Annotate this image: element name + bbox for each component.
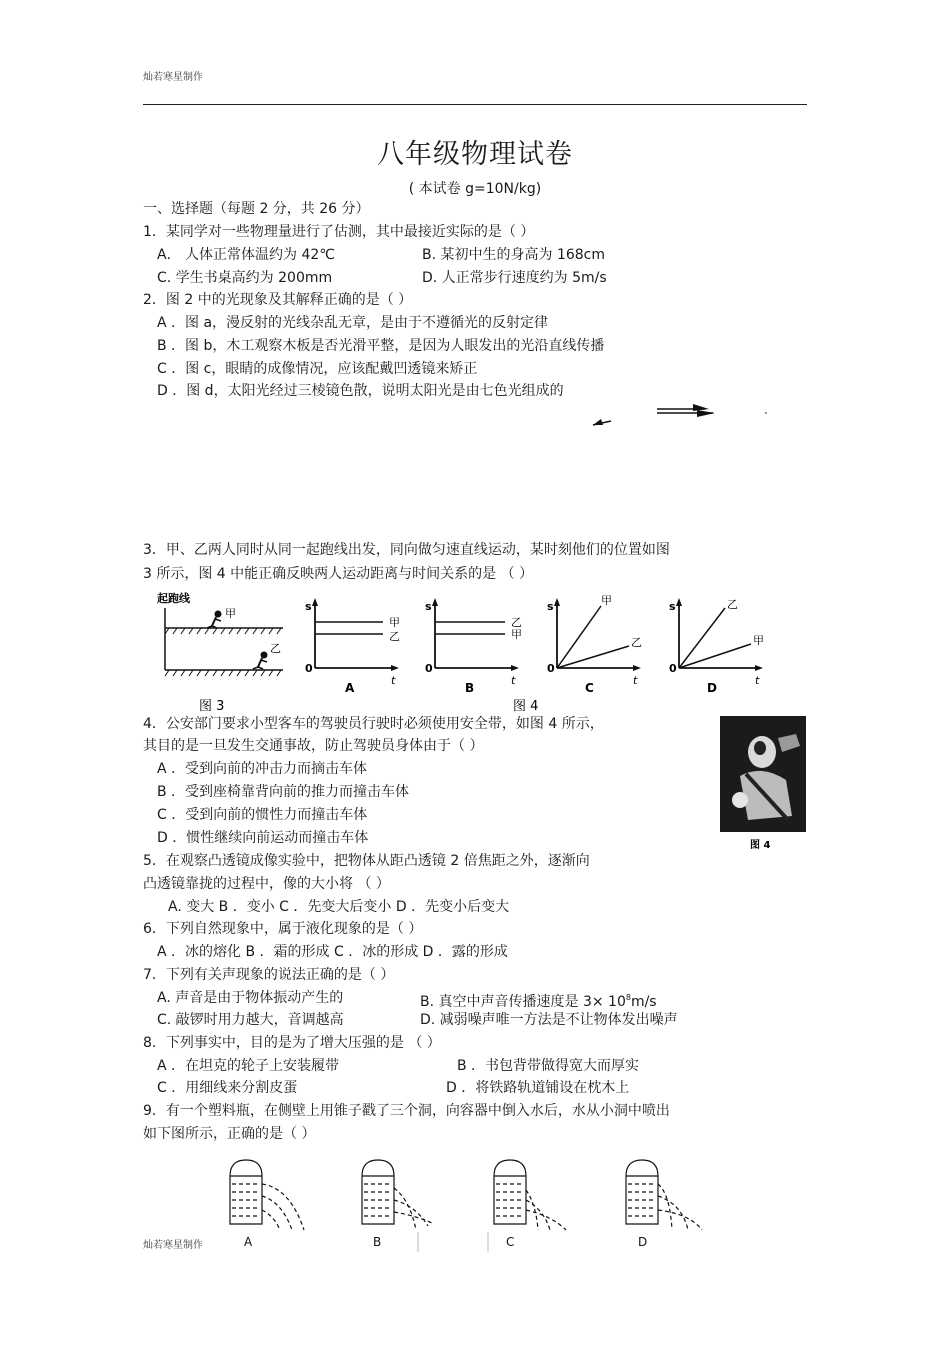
q6-stem: 6．下列自然现象中，属于液化现象的是（ ）	[143, 921, 423, 937]
header-rule	[143, 104, 807, 105]
q7-option-c: C. 敲锣时用力越大，音调越高	[157, 1012, 344, 1028]
start-line-label: 起跑线	[157, 592, 190, 605]
q2-option-c: C ．图 c，眼睛的成像情况，应该配戴凹透镜来矫正	[157, 361, 478, 377]
axis-s: s	[305, 600, 312, 613]
runner-jia-icon	[207, 611, 221, 628]
q7-stem: 7．下列有关声现象的说法正确的是（ ）	[143, 967, 395, 983]
q9-figures	[220, 1154, 710, 1254]
line-yi: 乙	[631, 636, 642, 649]
graph-label: A	[345, 681, 355, 695]
q2-option-b: B ．图 b，木工观察木板是否光滑平整，是因为人眼发出的光沿直线传播	[157, 338, 605, 354]
graph-label: B	[465, 681, 475, 695]
q8-option-d: D ．将铁路轨道铺设在枕木上	[446, 1080, 630, 1096]
line-yi: 乙	[389, 630, 400, 643]
q1-option-b: B. 某初中生的身高为 168cm	[422, 247, 606, 263]
origin: 0	[305, 662, 313, 675]
bottle-d	[626, 1160, 702, 1249]
q1-option-d: D. 人正常步行速度约为 5m/s	[422, 270, 607, 286]
page-title: 八年级物理试卷	[377, 139, 573, 170]
dot-mark	[765, 412, 767, 414]
q4-option-c: C ．受到向前的惯性力而撞击车体	[157, 807, 368, 823]
bottle-label: B	[373, 1235, 382, 1249]
axis-t: t	[511, 674, 516, 687]
bottle-c	[494, 1160, 566, 1249]
q7-option-d: D. 减弱噪声唯一方法是不让物体发出噪声	[420, 1012, 678, 1028]
line-jia: 甲	[753, 634, 764, 647]
graph-label: D	[707, 681, 717, 695]
line-jia: 甲	[389, 616, 400, 629]
q2-option-a: A ．图 a，漫反射的光线杂乱无章，是由于不遵循光的反射定律	[157, 315, 549, 331]
bottle-a	[230, 1160, 304, 1249]
q1-option-a: A． 人体正常体温约为 42℃	[157, 247, 336, 263]
line-jia: 甲	[511, 628, 522, 641]
ray-arrow-icon	[657, 404, 715, 417]
graph-d	[669, 598, 764, 695]
figure-4-caption: 图 4	[513, 699, 539, 712]
graph-c	[547, 594, 642, 695]
bottle-b	[362, 1160, 434, 1249]
header-text: 灿若寒星制作	[143, 72, 203, 83]
axis-s: s	[425, 600, 432, 613]
q7-option-b	[420, 989, 657, 1011]
axis-s: s	[547, 600, 554, 613]
q4-option-b: B ．受到座椅靠背向前的推力而撞击车体	[157, 784, 410, 800]
q9-stem-line1: 9．有一个塑料瓶，在侧壁上用锥子戳了三个洞，向容器中倒入水后，水从小洞中喷出	[143, 1103, 670, 1119]
axis-t: t	[391, 674, 396, 687]
line-yi: 乙	[727, 598, 738, 611]
axis-s: s	[669, 600, 676, 613]
q8-option-b: B ．书包背带做得宽大而厚实	[457, 1058, 640, 1074]
axis-t: t	[633, 674, 638, 687]
q6-options: A ．冰的熔化 B ．霜的形成 C ．冰的形成 D ．露的形成	[157, 944, 508, 960]
q8-option-c: C ．用细线来分割皮蛋	[157, 1080, 298, 1096]
bottle-label: A	[244, 1235, 253, 1249]
origin: 0	[547, 662, 555, 675]
q1-option-c: C. 学生书桌高约为 200mm	[157, 270, 333, 286]
q4-option-a: A ．受到向前的冲击力而摘击车体	[157, 761, 368, 777]
q2-figure-fragment	[585, 398, 785, 434]
graph-b	[425, 598, 538, 712]
q5-options: A. 变大 B ．变小 C ．先变大后变小 D ．先变小后变大	[168, 899, 510, 915]
q5-stem-line1: 5．在观察凸透镜成像实验中，把物体从距凸透镜 2 倍焦距之外，逐渐向	[143, 853, 590, 869]
page-subtitle: ( 本试卷 g=10N/kg)	[408, 181, 542, 197]
q7-option-b-text: B. 真空中声音传播速度是 3× 10	[420, 994, 626, 1010]
q7-option-b-exponent: 8	[625, 993, 631, 1002]
graph-a	[305, 598, 400, 695]
q4-stem-line1: 4．公安部门要求小型客车的驾驶员行驶时必须使用安全带，如图 4 所示，	[143, 716, 604, 732]
figure-3	[157, 591, 283, 712]
q3-stem-line1: 3．甲、乙两人同时从同一起跑线出发，同向做匀速直线运动，某时刻他们的位置如图	[143, 542, 670, 558]
q8-option-a: A ．在坦克的轮子上安装履带	[157, 1058, 340, 1074]
q2-stem: 2．图 2 中的光现象及其解释正确的是（ ）	[143, 292, 413, 308]
q5-stem-line2: 凸透镜靠拢的过程中，像的大小将 （ ）	[143, 876, 390, 892]
q7-option-b-unit: m/s	[630, 994, 657, 1010]
q7-option-a: A. 声音是由于物体振动产生的	[157, 990, 344, 1006]
q2-option-d: D ．图 d，太阳光经过三棱镜色散，说明太阳光是由七色光组成的	[157, 383, 564, 399]
line-yi: 乙	[511, 616, 522, 629]
origin: 0	[425, 662, 433, 675]
graph-label: C	[585, 681, 594, 695]
q4-stem-line2: 其目的是一旦发生交通事故，防止驾驶员身体由于（ ）	[143, 738, 484, 754]
q4-figure-caption: 图 4	[750, 840, 771, 851]
figure-3-caption: 图 3	[199, 699, 225, 712]
axis-t: t	[755, 674, 760, 687]
q4-option-d: D ．惯性继续向前运动而撞击车体	[157, 830, 369, 846]
section-heading: 一、选择题（每题 2 分，共 26 分）	[143, 201, 370, 217]
q3-figures	[155, 588, 780, 712]
q1-stem: 1．某同学对一些物理量进行了估测，其中最接近实际的是（ ）	[143, 224, 535, 240]
q8-stem: 8．下列事实中，目的是为了增大压强的是 （ ）	[143, 1035, 441, 1051]
line-jia: 甲	[601, 594, 612, 607]
bottle-label: D	[638, 1235, 648, 1249]
bottle-label: C	[506, 1235, 515, 1249]
jia-label: 甲	[225, 607, 236, 620]
footer-text: 灿若寒星制作	[143, 1240, 203, 1251]
q3-stem-line2: 3 所示，图 4 中能正确反映两人运动距离与时间关系的是 （ ）	[143, 566, 534, 582]
runner-yi-icon	[253, 652, 267, 669]
origin: 0	[669, 662, 677, 675]
q9-stem-line2: 如下图所示，正确的是（ ）	[143, 1126, 316, 1142]
small-ray-arrow-icon	[593, 419, 611, 425]
q4-figure	[720, 716, 808, 852]
yi-label: 乙	[270, 642, 281, 655]
